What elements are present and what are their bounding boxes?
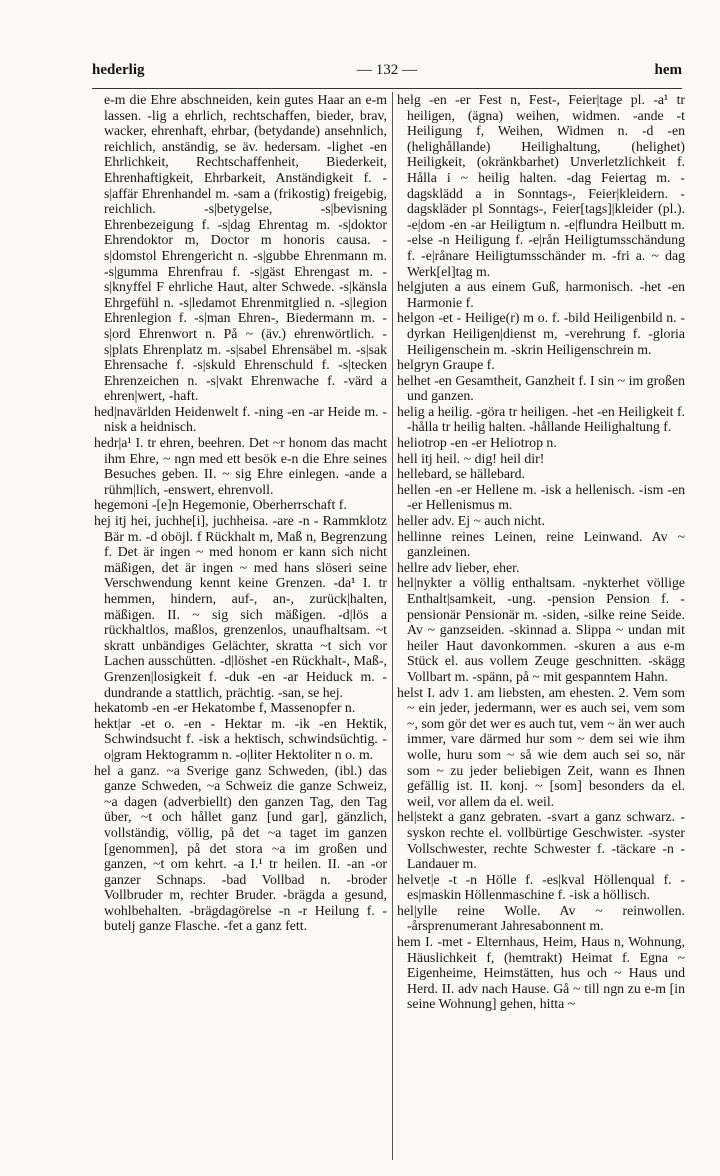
entry: helgon -et - Heilige(r) m o. f. -bild Heiligenbild n. -dyrkan Heiligen|dienst m, -verehrung f. -gloria Heiligenschein m. -skrin Heiligenschrein m. — [397, 310, 685, 357]
entry: hegemoni -[e]n Hegemonie, Oberherrschaft f. — [94, 497, 347, 513]
entry: hej itj hei, juchhe[i], juchheisa. -are -n - Rammklotz Bär m. -d oböjl. f Rückhalt m, Maß n, Begrenzung f. Det är ingen ~ med honom er kann sich nicht mäßigen, det är ingen ~ med hans slöseri seine Verschwendung kennt keine Grenzen. -da¹ I. tr hemmen, hindern, auf-, an-, zurück|halten, mäßigen. II. ~ sig sich mäßigen. -d|lös a rückhaltlos, maßlos, grenzenlos, unaufhaltsam. ~t skratt unbändiges Gelächter, skratta ~t sich vor Lachen ausschütten. -d|löshet -en Rückhalt-, Maß-, Grenzen|losigkeit f. -duk -en -ar Heiduck m. -dundrande a stattlich, prächtig. -san, se hej. — [94, 513, 387, 700]
header-last-word: hem — [654, 62, 682, 78]
left-column — [94, 92, 387, 1162]
entry: helg -en -er Fest n, Fest-, Feier|tage pl. -a¹ tr heiligen, (ägna) weihen, widmen. -ande -t Heiligung f, Weihen, Widmen n. -d -en (helighållande) Heilighaltung, (helighet) Heiligkeit, (okränkbarhet) Unverletzlichkeit f. Hålla i ~ heilig halten. -dag Feiertag m. -dagsklädd a in Sonntags-, Feier|kleidern. -dagskläder pl Sonntags-, Feier[tags]|kleider (pl.). -e|dom -en -ar Heiligtum n. -e|flundra Heilbutt m. -else -n Heiligung f. -e|rån Heiligtumsschändung f. -e|rånare Heiligtumsschänder m. -fri a. ~ dag Werk[el]tag m. — [397, 92, 685, 279]
right-column — [397, 92, 685, 1162]
entry: hellre adv lieber, eher. — [397, 559, 520, 575]
entry: helvet|e -t -n Hölle f. -es|kval Höllenqual f. -es|maskin Höllenmaschine f. -isk a höllisch. — [397, 871, 685, 903]
entry: heliotrop -en -er Heliotrop n. — [397, 435, 557, 451]
header-first-word: hederlig — [92, 62, 145, 78]
entry: hellen -en -er Hellene m. -isk a hellenisch. -ism -en -er Hellenismus m. — [397, 481, 685, 513]
entry: hel|ylle reine Wolle. Av ~ reinwollen. -årsprenumerant Jahresabonnent m. — [397, 902, 685, 934]
entry: helst I. adv 1. am liebsten, am ehesten. 2. Vem som ~ ein jeder, jedermann, wer es auch sei, vem som ~, som gör det wer es auch tut, vem ~ än wer auch immer, vare därmed hur som ~ dem sei wie ihm wolle, huru som ~ så wie dem auch sei so, när som ~ zu jeder beliebigen Zeit, wann es Ihnen gefällig ist. II. konj. ~ [som] besonders da el. weil, vor allem da el. weil. — [397, 684, 685, 809]
entry: hellebard, se hällebard. — [397, 466, 525, 482]
entry: hel|nykter a völlig enthaltsam. -nykterhet völlige Enthalt|samkeit, -ung. -pension Pension f. -pensionär Pensionär m. -siden, -silke reine Seide. Av ~ ganzseiden. -skinnad a. Slippa ~ undan mit heiler Haut davonkommen. -skuren a aus e-m Stück el. aus vollem Zeuge geschnitten. -skägg Vollbart m. -spänn, på ~ mit gespanntem Hahn. — [397, 575, 685, 684]
running-header — [92, 62, 682, 84]
entry: heller adv. Ej ~ auch nicht. — [397, 513, 545, 529]
page-number: — 132 — — [357, 62, 417, 78]
entry: helig a heilig. -göra tr heiligen. -het -en Heiligkeit f. -hålla tr heilig halten. -hållande Heilighaltung f. — [397, 403, 685, 435]
column-divider — [392, 92, 393, 1160]
entry: hekatomb -en -er Hekatombe f, Massenopfer n. — [94, 700, 356, 716]
entry: hed|navärlden Heidenwelt f. -ning -en -ar Heide m. -nisk a heidnisch. — [94, 403, 387, 435]
entry: helgryn Graupe f. — [397, 357, 495, 373]
entry: hedr|a¹ I. tr ehren, beehren. Det ~r honom das macht ihm Ehre, ~ ngn med ett besök e-n die Ehre seines Besuches geben. II. ~ sig Ehre einlegen. -ande a rühm|lich, -enswert, ehrenvoll. — [94, 435, 387, 497]
entry: hellinne reines Leinen, reine Leinwand. Av ~ ganzleinen. — [397, 528, 685, 560]
entry: e-m die Ehre abschneiden, kein gutes Haar an e-m lassen. -lig a ehrlich, rechtschaffen, bieder, brav, wacker, ehrenhaft, ehrbar, (betydande) ansehnlich, reichlich, anständig, se äv. hedersam. -lighet -en Ehrlichkeit, Rechtschaffenheit, Biederkeit, Ehrenhaftigkeit, Ehrbarkeit, Anständigkeit f. -s|affär Ehrenhandel m. -sam a (frikostig) freigebig, reichlich. -s|betygelse, -s|bevisning Ehrenbezeigung f. -s|dag Ehrentag m. -s|doktor Ehrendoktor m, Doctor m honoris causa. -s|domstol Ehrengericht n. -s|gubbe Ehrenmann m. -s|gumma Ehrenfrau f. -s|gäst Ehrengast m. -s|knyffel F ehrliche Haut, alter Schwede. -s|känsla Ehrgefühl n. -s|ledamot Ehrenmitglied n. -s|legion Ehrenlegion f. -s|man Ehren-, Biedermann m. -s|ord Ehrenwort n. På ~ (äv.) ehrenwörtlich. -s|plats Ehrenplatz m. -s|sabel Ehrensäbel m. -s|sak Ehrensache f. -s|skuld Ehrenschuld f. -s|tecken Ehrenzeichen n. -s|vakt Ehrenwache f. -värd a ehren|wert, -haft. — [104, 92, 387, 404]
entry: hel|stekt a ganz gebraten. -svart a ganz schwarz. -syskon rechte el. vollbürtige Geschwister. -syster Vollschwester, rechte Schwester f. -täckare -n - Landauer m. — [397, 809, 685, 872]
entry: helhet -en Gesamtheit, Ganzheit f. I sin ~ im großen und ganzen. — [397, 372, 685, 404]
entry: hekt|ar -et o. -en - Hektar m. -ik -en Hektik, Schwindsucht f. -isk a hektisch, schwindsüchtig. -o|gram Hektogramm n. -o|liter Hektoliter n o. m. — [94, 715, 387, 762]
entry: hell itj heil. ~ dig! heil dir! — [397, 450, 545, 466]
header-rule — [92, 88, 682, 89]
entry: hel a ganz. ~a Sverige ganz Schweden, (ibl.) das ganze Schweden, ~a Schweiz die ganze Schweiz, ~a dagen (adverbiellt) den ganzen Tag, den Tag über, ~t och hållet ganz [und gar], gänzlich, vollständig, völlig, på det ~a taget im ganzen [genommen], på det stora ~a im großen und ganzen, ~t om kehrt. -a I.¹ tr heilen. II. -an -or ganzer Schnaps. -bad Vollbad n. -broder Vollbruder m, rechter Bruder. -brägda a gesund, wohlbehalten. -brägdagörelse -n -r Heilung f. -butelj ganze Flasche. -fet a ganz fett. — [94, 762, 387, 934]
entry: helgjuten a aus einem Guß, harmonisch. -het -en Harmonie f. — [397, 279, 685, 310]
entry: hem I. -met - Elternhaus, Heim, Haus n, Wohnung, Häuslichkeit f, (hemtrakt) Heimat f. Egna ~ Eigenheime, Heimstätten, hus och ~ Haus und Herd. II. adv nach Hause. Gå ~ till ngn zu e-m [in seine Wohnung] gehen, hitta ~ — [397, 934, 685, 1012]
